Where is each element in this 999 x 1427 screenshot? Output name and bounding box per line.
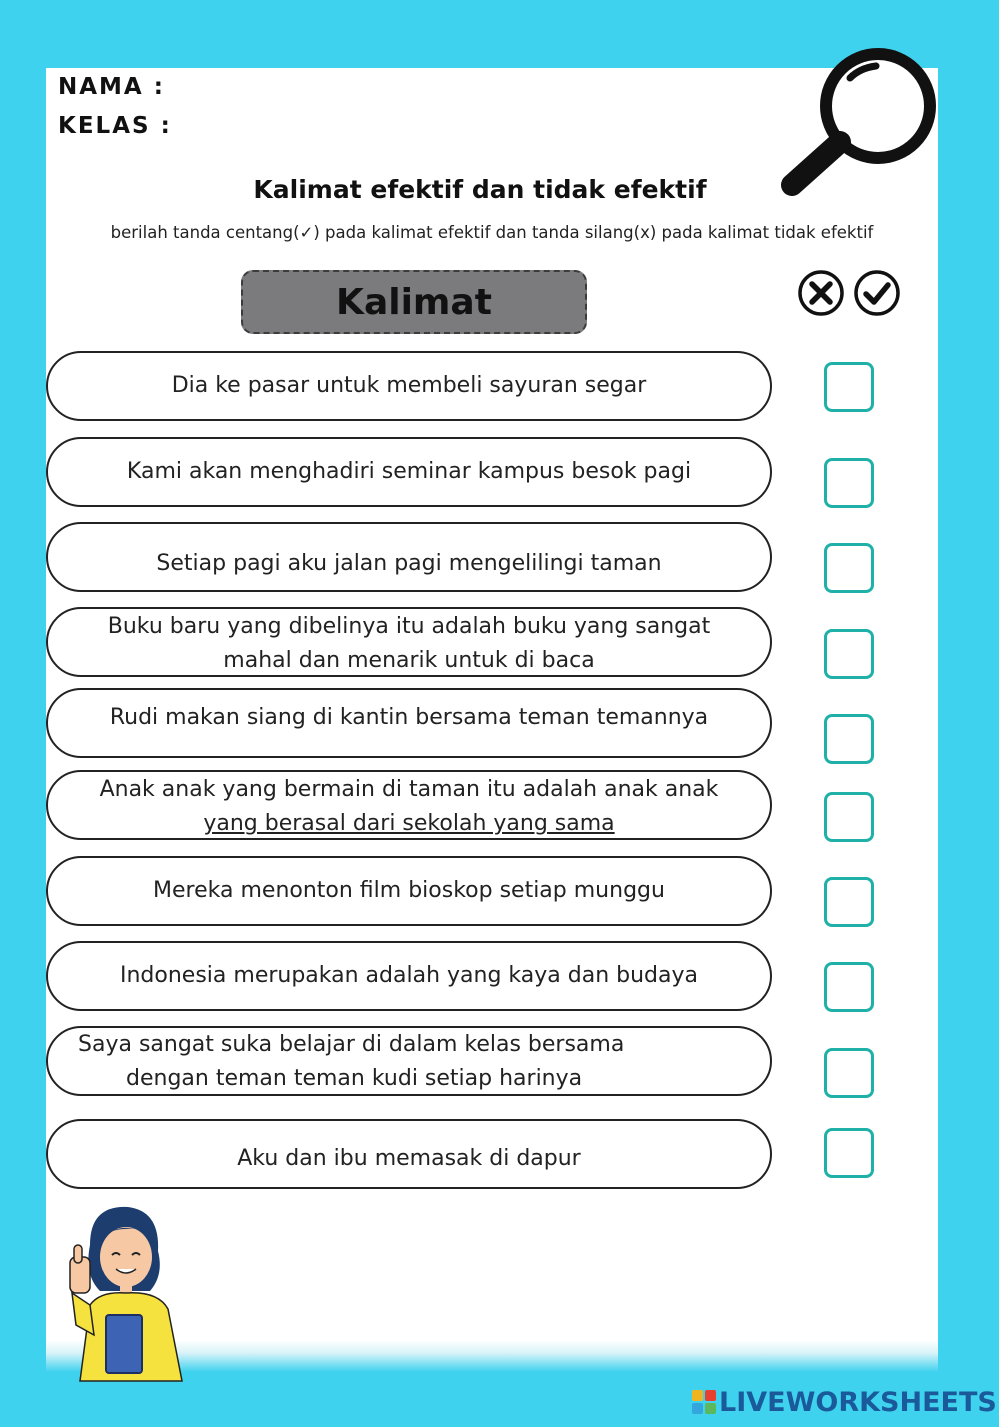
sentence-text-line-2: dengan teman teman kudi setiap harinya [126, 1066, 583, 1091]
answer-box-7[interactable] [824, 877, 874, 927]
cross-mark-icon [797, 269, 845, 317]
answer-box-8[interactable] [824, 962, 874, 1012]
answer-box-10[interactable] [824, 1128, 874, 1178]
sentence-row-3 [46, 522, 772, 592]
answer-box-6[interactable] [824, 792, 874, 842]
sentence-row-6 [46, 770, 772, 840]
sentence-row-7 [46, 856, 772, 926]
kelas-label: KELAS : [58, 113, 172, 139]
sentence-text-line-2: mahal dan menarik untuk di baca [223, 648, 595, 673]
logo-grid-icon [692, 1390, 716, 1414]
answer-box-4[interactable] [824, 629, 874, 679]
sentence-text: Dia ke pasar untuk membeli sayuran segar [171, 373, 647, 398]
sentence-row-2 [46, 437, 772, 507]
sentence-row-5 [46, 688, 772, 758]
sentence-row-9 [46, 1026, 772, 1096]
sentence-text: Rudi makan siang di kantin bersama teman temannya [109, 705, 709, 730]
answer-box-1[interactable] [824, 362, 874, 412]
answer-box-2[interactable] [824, 458, 874, 508]
girl-thumbs-up-illustration [60, 1205, 190, 1385]
sentence-text-line-1: Saya sangat suka belajar di dalam kelas bersama [78, 1032, 625, 1057]
sentence-text: Indonesia merupakan adalah yang kaya dan budaya [120, 963, 698, 988]
magnifier-icon [780, 40, 950, 200]
sentence-row-1 [46, 351, 772, 421]
answer-box-9[interactable] [824, 1048, 874, 1098]
answer-box-3[interactable] [824, 543, 874, 593]
kalimat-column-header: Kalimat [241, 270, 587, 334]
instruction-text: berilah tanda centang(✓) pada kalimat efektif dan tanda silang(x) pada kalimat tidak efektif [110, 223, 874, 242]
sentence-text: Aku dan ibu memasak di dapur [237, 1146, 581, 1171]
sentence-text-line-2: yang berasal dari sekolah yang sama [203, 811, 615, 836]
nama-label: NAMA : [58, 74, 165, 100]
sentence-row-10 [46, 1119, 772, 1189]
sentence-row-8 [46, 941, 772, 1011]
sentence-text-line-1: Anak anak yang bermain di taman itu adalah anak anak [99, 777, 719, 802]
check-mark-icon [853, 269, 901, 317]
sentence-text: Mereka menonton film bioskop setiap munggu [153, 878, 665, 903]
liveworksheets-logo [692, 1387, 997, 1417]
sentence-text: Setiap pagi aku jalan pagi mengelilingi taman [156, 551, 662, 576]
answer-box-5[interactable] [824, 714, 874, 764]
sentence-row-4 [46, 607, 772, 677]
sentence-text-line-1: Buku baru yang dibelinya itu adalah buku yang sangat [107, 614, 711, 639]
sentence-text: Kami akan menghadiri seminar kampus besok pagi [126, 459, 692, 484]
worksheet-title: Kalimat efektif dan tidak efektif [253, 175, 707, 204]
logo-text: LIVEWORKSHEETS [719, 1386, 997, 1418]
